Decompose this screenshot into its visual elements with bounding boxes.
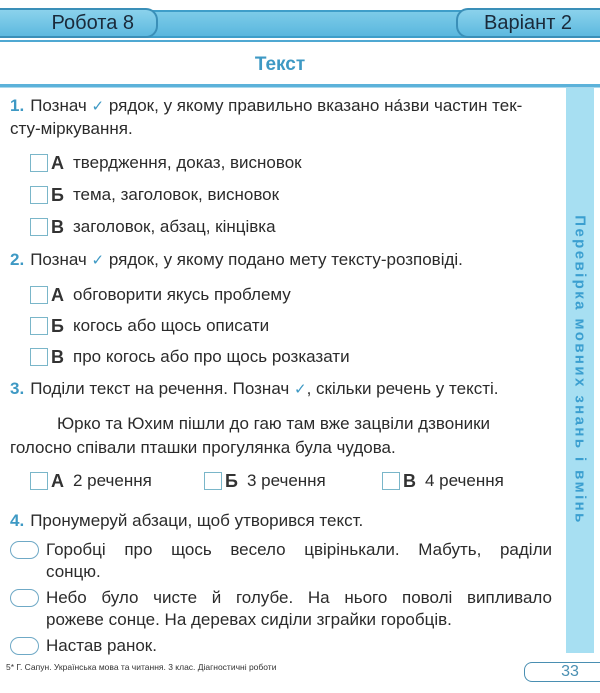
paragraph-3: [46, 635, 552, 657]
page-number: 33: [524, 662, 600, 682]
option-1a[interactable]: [30, 152, 302, 174]
question-text: Поділи текст на речення. Познач: [30, 379, 290, 398]
question-4: [10, 510, 363, 532]
work-label: Робота 8: [51, 12, 134, 34]
option-letter: Б: [51, 185, 64, 205]
option-letter: Б: [51, 316, 64, 336]
checkbox[interactable]: [30, 348, 48, 366]
option-3c[interactable]: [382, 470, 504, 492]
option-letter: А: [51, 471, 64, 491]
option-text: тема, заголовок, висновок: [72, 185, 280, 204]
checkbox[interactable]: [30, 186, 48, 204]
question-number: 1.: [10, 96, 25, 115]
side-tab-label: Перевірка мовних знань і вмінь: [571, 215, 589, 525]
paragraph-line: сонцю.: [46, 562, 101, 581]
footer-citation: 5* Г. Сапун. Українська мова та читання. 3 клас. Діагностичні роботи: [6, 662, 277, 672]
side-tab-text: [566, 190, 594, 550]
question-text: рядок, у якому подано мету тексту-розповіді.: [108, 250, 463, 269]
option-text: 3 речення: [246, 471, 326, 490]
variant-label-pill: [456, 8, 600, 38]
option-2b[interactable]: [30, 315, 269, 337]
option-text: заголовок, абзац, кінцівка: [73, 217, 276, 236]
paragraph-line: Горобці про щось весело цвірінькали. Мабуть, раділи: [46, 540, 552, 559]
variant-label: Варіант 2: [484, 12, 573, 34]
checkbox[interactable]: [204, 472, 222, 490]
paragraph-line: Настав ранок.: [46, 636, 157, 655]
header-rule: [0, 40, 600, 42]
passage-line-2: голосно співали пташки прогулянка була чудова.: [10, 438, 396, 457]
passage-line-1: Юрко та Юхим пішли до гаю там вже зацвіли дзвоники: [57, 414, 491, 433]
checkbox[interactable]: [30, 286, 48, 304]
option-3b[interactable]: [204, 470, 326, 492]
order-input-1[interactable]: [10, 541, 39, 559]
option-text: 4 речення: [425, 471, 504, 490]
option-letter: В: [403, 471, 416, 491]
option-1c[interactable]: [30, 216, 276, 238]
question-text: , скільки речень у тексті.: [306, 379, 499, 398]
paragraph-line: Небо було чисте й голубе. На нього поволі випливало: [46, 588, 552, 607]
option-letter: В: [51, 347, 64, 367]
check-icon: ✓: [91, 98, 105, 115]
question-number: 3.: [10, 379, 25, 398]
question-3: [10, 378, 498, 401]
question-2: [10, 249, 463, 272]
option-text: про когось або про щось розказати: [73, 347, 350, 366]
checkbox[interactable]: [30, 218, 48, 236]
option-text: твердження, доказ, висновок: [73, 153, 302, 172]
checkbox[interactable]: [382, 472, 400, 490]
paragraph-line: рожеве сонце. На деревах сиділи зграйки горобців.: [46, 610, 452, 629]
question-1: [10, 95, 555, 140]
option-1b[interactable]: [30, 184, 279, 206]
check-icon: ✓: [91, 252, 105, 269]
option-2c[interactable]: [30, 346, 350, 368]
checkbox[interactable]: [30, 472, 48, 490]
question-text: Познач: [30, 96, 87, 115]
question-number: 2.: [10, 250, 25, 269]
order-input-2[interactable]: [10, 589, 39, 607]
title-rule: [0, 84, 600, 88]
paragraph-2: [46, 587, 552, 631]
page-title: Текст: [254, 54, 306, 75]
question-text: сту-міркування.: [10, 119, 133, 138]
option-letter: В: [51, 217, 64, 237]
paragraph-1: [46, 539, 552, 583]
option-text: когось або щось описати: [72, 316, 270, 335]
question-number: 4.: [10, 511, 25, 530]
option-letter: Б: [225, 471, 238, 491]
option-3a[interactable]: [30, 470, 152, 492]
option-text: обговорити якусь проблему: [73, 285, 291, 304]
work-label-pill: [0, 8, 158, 38]
option-2a[interactable]: [30, 284, 291, 306]
checkbox[interactable]: [30, 154, 48, 172]
order-input-3[interactable]: [10, 637, 39, 655]
check-icon: ✓: [294, 381, 307, 398]
question-text: рядок, у якому правильно вказано на́зви частин тек-: [108, 96, 523, 115]
checkbox[interactable]: [30, 317, 48, 335]
question-text: Пронумеруй абзаци, щоб утворився текст.: [30, 511, 364, 530]
question-text: Познач: [30, 250, 87, 269]
option-letter: А: [51, 153, 64, 173]
option-letter: А: [51, 285, 64, 305]
option-text: 2 речення: [73, 471, 152, 490]
